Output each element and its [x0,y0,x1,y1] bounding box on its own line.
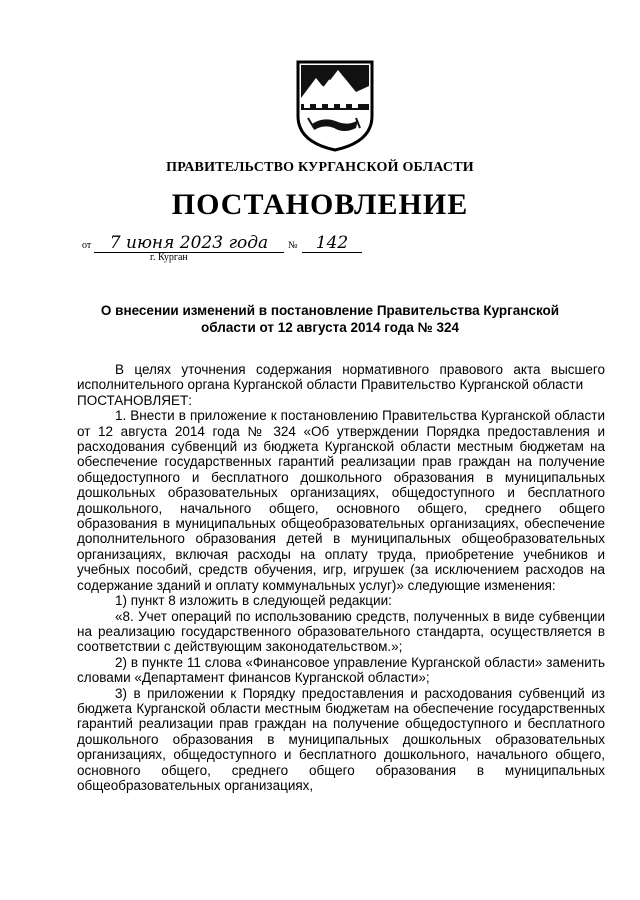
document-body [77,362,605,793]
coat-of-arms-icon [294,58,376,152]
government-name: ПРАВИТЕЛЬСТВО КУРГАНСКОЙ ОБЛАСТИ [166,160,474,175]
document-type: ПОСТАНОВЛЕНИЕ [171,188,469,221]
city: г. Курган [150,252,188,263]
paragraph: В целях уточнения содержания нормативного правового акта высшего исполнительного органа Курганской области Правительство Курганской области [77,362,605,393]
document-title: О внесении изменений в постановление Правительства Курганской области от 12 августа 2014 года № 324 [100,303,560,335]
paragraph: 1. Внести в приложение к постановлению Правительства Курганской области от 12 августа 2014 года № 324 «Об утверждении Порядка предоставления и расходования субвенций из бюджета Курганской области местным бюджетам на обеспечение государственных гарантий реализации прав граждан на получение общедоступного и бесплатного дошкольного образования в муниципальных дошкольных образовательных организациях, общедоступного и бесплатного дошкольного, начального общего, основного общего, среднего общего образования в муниципальных общеобразовательных организациях, обеспечение дополнительного образования детей в муниципальных общеобразовательных организациях, включая расходы на оплату труда, приобретение учебников и учебных пособий, средств обучения, игр, игрушек (за исключением расходов на содержание зданий и оплату коммунальных услуг)» следующие изменения: [77,408,605,593]
date-value: 7 июня 2023 года [94,234,284,253]
paragraph: 2) в пункте 11 слова «Финансовое управление Курганской области» заменить словами «Департамент финансов Курганской области»; [77,654,605,686]
paragraph: «8. Учет операций по использованию средств, полученных в виде субвенции на реализацию государственного образовательного стандарта, осуществляется в соответствии с действующим законодательством.»; [77,608,605,655]
date-number-line [82,232,502,254]
paragraph: 1) пункт 8 изложить в следующей редакции: [115,593,392,609]
paragraph: 3) в приложении к Порядку предоставления и расходования субвенций из бюджета Курганской области местным бюджетам на обеспечение государственных гарантий реализации прав граждан на получение общедоступного и бесплатного дошкольного образования в муниципальных дошкольных образовательных организациях, общедоступного и бесплатного дошкольного, начального общего, основного общего, среднего общего образования в муниципальных общеобразовательных организациях, [77,685,605,793]
number-label: № [288,240,298,251]
paragraph: ПОСТАНОВЛЯЕТ: [77,392,193,408]
number-value: 142 [302,234,362,253]
date-label: от [82,240,92,251]
